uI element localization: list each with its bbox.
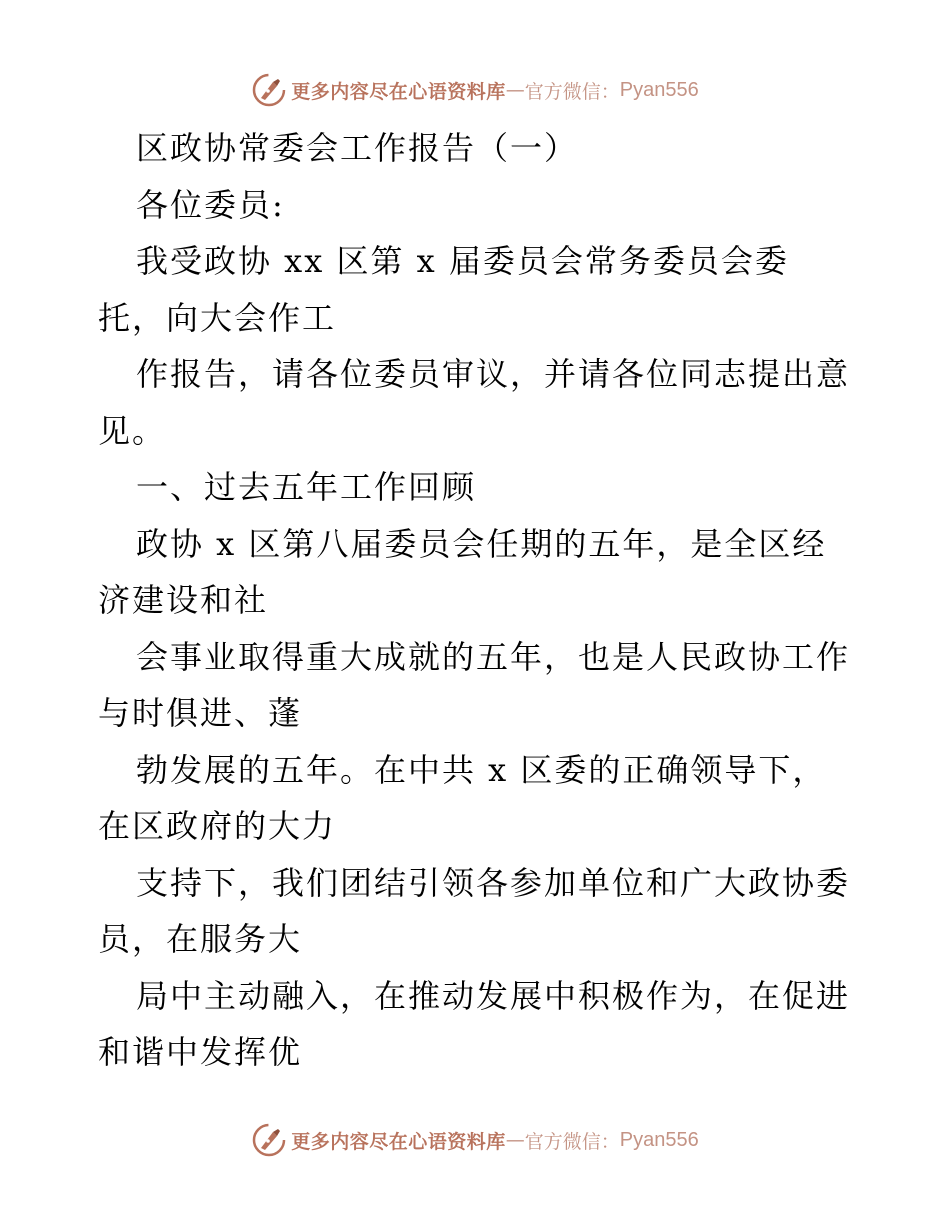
paragraph-line: 见。	[98, 411, 167, 450]
document-title: 区政协常委会工作报告（一）	[136, 129, 579, 167]
paragraph-line: 托，向大会作工	[98, 298, 337, 337]
pen-nib-logo-icon	[251, 1122, 287, 1158]
paragraph-line: 我受政协 xx 区第 x 届委员会常务委员会委	[136, 242, 789, 280]
wechat-id: Pyan556	[619, 1128, 699, 1151]
paragraph-line: 在区政府的大力	[98, 807, 337, 845]
wechat-label: 官方微信：	[524, 80, 620, 103]
pen-nib-logo-icon	[251, 72, 287, 108]
paragraph-line: 政协 x 区第八届委员会任期的五年，是全区经	[136, 524, 827, 563]
paragraph-line: 各位委员:	[136, 185, 285, 224]
section-heading: 一、过去五年工作回顾	[136, 468, 477, 506]
paragraph-line: 局中主动融入，在推动发展中积极作为，在促进	[136, 976, 851, 1015]
document-body	[98, 120, 878, 1081]
paragraph-line: 会事业取得重大成就的五年，也是人民政协工作	[136, 637, 851, 676]
promo-text: 更多内容尽在心语资料库	[291, 80, 506, 103]
promo-text: 更多内容尽在心语资料库	[291, 1130, 506, 1153]
promo-separator: —	[505, 1129, 525, 1151]
paragraph-line: 与时俱进、蓬	[98, 694, 303, 732]
wechat-label: 官方微信：	[524, 1130, 620, 1153]
footer-watermark	[0, 1118, 950, 1162]
wechat-id: Pyan556	[619, 78, 699, 101]
paragraph-line: 支持下，我们团结引领各参加单位和广大政协委	[136, 863, 851, 902]
paragraph-line: 员，在服务大	[98, 920, 303, 958]
header-watermark	[0, 68, 950, 112]
paragraph-line: 和谐中发挥优	[98, 1033, 303, 1071]
paragraph-line: 勃发展的五年。在中共 x 区委的正确领导下，	[136, 750, 827, 789]
paragraph-line: 济建设和社	[98, 581, 269, 619]
paragraph-line: 作报告，请各位委员审议，并请各位同志提出意	[136, 355, 851, 393]
promo-separator: —	[505, 79, 525, 101]
